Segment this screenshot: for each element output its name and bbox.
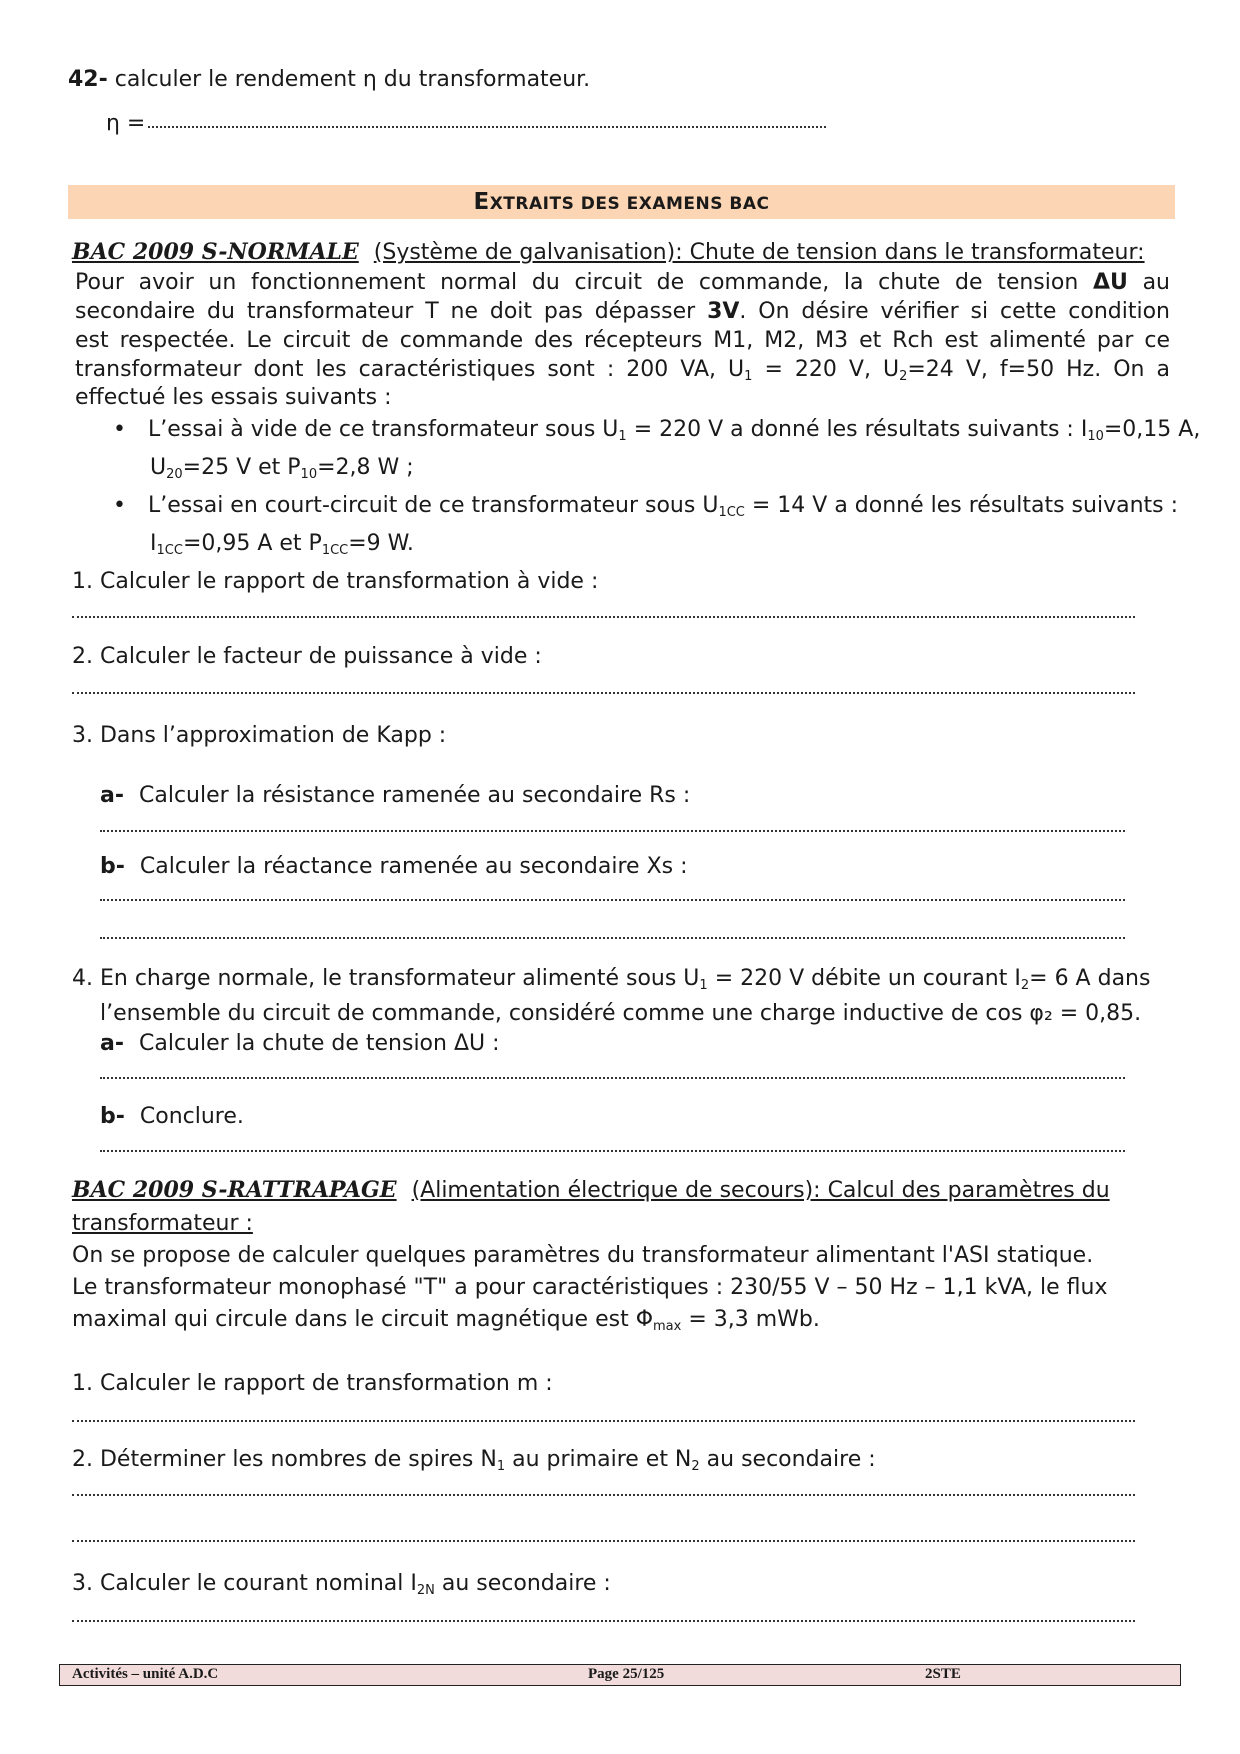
bullet2-line2 [150, 530, 414, 558]
text: L’essai à vide de ce transformateur sous U [148, 417, 619, 442]
text: maximal qui circule dans le circuit magnétique est Φ [72, 1307, 654, 1332]
bullet1-line1 [148, 416, 1200, 444]
para-line-1 [75, 268, 1170, 297]
s2-line-1: On se propose de calculer quelques paramètres du transformateur alimentant l'ASI statique. [72, 1243, 1094, 1268]
banner-initial: E [473, 189, 490, 215]
s1-question-1: 1. Calculer le rapport de transformation à vide : [72, 569, 599, 594]
question-number: 42- [68, 67, 108, 92]
s1-question-4-line2: l’ensemble du circuit de commande, considéré comme une charge inductive de cos φ₂ = 0,85. [100, 1001, 1142, 1026]
text: au [1142, 270, 1170, 295]
text: Calculer la réactance ramenée au secondaire Xs : [139, 854, 688, 879]
text: Conclure. [139, 1104, 244, 1129]
text: transformateur dont les caractéristiques sont : 200 VA, U [75, 357, 745, 382]
section-banner [68, 185, 1175, 219]
sub: 1CC [718, 505, 745, 520]
sub: 1CC [321, 543, 349, 558]
sub: 1 [744, 369, 753, 384]
text: =0,95 A et P [182, 531, 322, 556]
banner-text: XTRAITS DES EXAMENS BAC [489, 194, 770, 214]
answer-line[interactable] [72, 688, 1135, 694]
bullet-dot: • [113, 493, 126, 518]
answer-line[interactable] [148, 122, 826, 128]
answer-line[interactable] [72, 1416, 1135, 1422]
text: = 220 V, U [764, 357, 900, 382]
s1-question-4a [100, 1030, 500, 1058]
section1-heading [72, 238, 1145, 267]
answer-line[interactable] [100, 1146, 1125, 1152]
answer-line[interactable] [100, 1073, 1125, 1079]
text: . On désire vérifier si cette condition [739, 299, 1170, 324]
sub: max [653, 1319, 682, 1334]
s1-question-3: 3. Dans l’approximation de Kapp : [72, 723, 447, 748]
s2-question-3 [72, 1570, 611, 1598]
text: au secondaire : [706, 1447, 876, 1472]
sub-label: b- [100, 1104, 125, 1129]
section2-heading-line2: transformateur : [72, 1211, 253, 1236]
para-line-4 [75, 355, 1170, 384]
page-footer [59, 1664, 1181, 1686]
s1-question-3b [100, 853, 688, 881]
para-line-2 [75, 297, 1170, 326]
footer-page-number: Page 25/125 [588, 1666, 665, 1682]
text: L’essai en court-circuit de ce transformateur sous U [148, 493, 719, 518]
answer-line[interactable] [100, 826, 1125, 832]
footer-class: 2STE [925, 1666, 961, 1682]
text: =2,8 W ; [317, 455, 414, 480]
text: = 3,3 mWb. [688, 1307, 820, 1332]
para-line-5: effectué les essais suivants : [75, 385, 392, 410]
text: = 220 V débite un courant I [714, 966, 1021, 991]
text: secondaire du transformateur T ne doit pas dépasser [75, 299, 696, 324]
text: Calculer la résistance ramenée au secondaire Rs : [138, 783, 691, 808]
text: I [150, 531, 157, 556]
text: 4. En charge normale, le transformateur alimenté sous U [72, 966, 700, 991]
text: au secondaire : [441, 1571, 611, 1596]
s1-question-2: 2. Calculer le facteur de puissance à vide : [72, 644, 542, 669]
sub-label: a- [100, 783, 124, 808]
question-text: calculer le rendement η du transformateur. [114, 67, 591, 92]
bac-label: BAC 2009 S-NORMALE [72, 239, 359, 265]
text: U [150, 455, 167, 480]
answer-line[interactable] [72, 1490, 1135, 1496]
sub: 20 [166, 467, 183, 482]
bac-label: BAC 2009 S-RATTRAPAGE [72, 1177, 397, 1203]
s2-line-2: Le transformateur monophasé "T" a pour caractéristiques : 230/55 V – 50 Hz – 1,1 kVA, le flux [72, 1275, 1108, 1300]
s1-question-4b [100, 1103, 244, 1131]
s2-question-2 [72, 1446, 876, 1474]
section2-heading-line1 [72, 1176, 1110, 1205]
bullet2-line1 [148, 492, 1178, 520]
footer-unit: Activités – unité A.D.C [72, 1666, 219, 1682]
sub: 1 [699, 978, 708, 993]
text: =0,15 A, [1103, 417, 1201, 442]
text: Pour avoir un fonctionnement normal du circuit de commande, la chute de tension [75, 270, 1079, 295]
sub: 2 [899, 369, 908, 384]
max-drop: 3V [707, 299, 740, 324]
sub: 1 [496, 1459, 506, 1474]
para-line-3: est respectée. Le circuit de commande des récepteurs M1, M2, M3 et Rch est alimenté par ce [75, 328, 1170, 353]
bullet1-line2 [150, 454, 414, 482]
answer-line[interactable] [72, 612, 1135, 618]
text: 2. Déterminer les nombres de spires N [72, 1447, 497, 1472]
answer-line[interactable] [72, 1536, 1135, 1542]
s1-question-4-line1 [72, 965, 1150, 993]
bullet-dot: • [113, 417, 126, 442]
sub: 10 [1087, 429, 1104, 444]
s2-line-3 [72, 1306, 820, 1334]
answer-line[interactable] [100, 933, 1125, 939]
answer-line[interactable] [100, 895, 1125, 901]
sub: 2 [1020, 978, 1030, 993]
question-42 [68, 66, 590, 94]
text: =25 V et P [182, 455, 301, 480]
delta-u: ΔU [1092, 270, 1128, 295]
sub: 2 [691, 1459, 700, 1474]
sub: 2N [416, 1583, 435, 1598]
section2-title: (Alimentation électrique de secours): Calcul des paramètres du [411, 1178, 1110, 1203]
text: = 220 V a donné les résultats suivants : I [633, 417, 1088, 442]
answer-line[interactable] [72, 1616, 1135, 1622]
text: = 14 V a donné les résultats suivants : [751, 493, 1179, 518]
text: au primaire et N [512, 1447, 692, 1472]
text: 3. Calculer le courant nominal I [72, 1571, 417, 1596]
s2-question-1: 1. Calculer le rapport de transformation m : [72, 1371, 553, 1396]
text: =24 V, f=50 Hz. On a [907, 357, 1170, 382]
answer-label-eta: η = [106, 111, 146, 136]
sub: 10 [300, 467, 318, 482]
sub-label: a- [100, 1031, 124, 1056]
sub-label: b- [100, 854, 125, 879]
text: Calculer la chute de tension ΔU : [138, 1031, 500, 1056]
text: =9 W. [348, 531, 414, 556]
s1-question-3a [100, 782, 690, 810]
text: = 6 A dans [1029, 966, 1151, 991]
sub: 1CC [156, 543, 183, 558]
sub: 1 [618, 429, 627, 444]
section1-title: (Système de galvanisation): Chute de tension dans le transformateur: [373, 240, 1145, 265]
